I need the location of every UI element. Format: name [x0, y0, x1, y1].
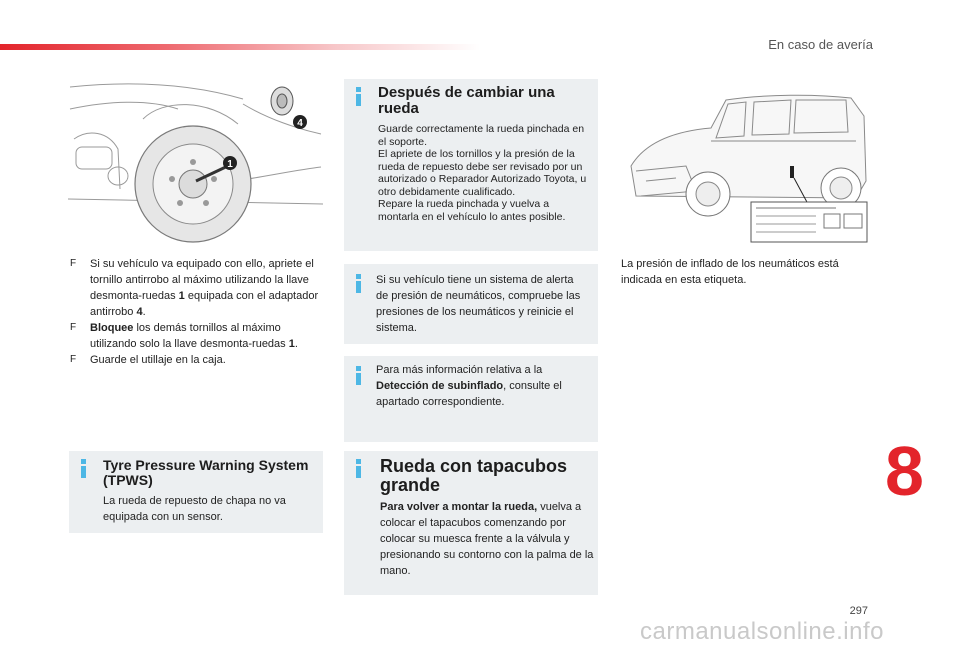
tyre-pressure-label-icon	[751, 202, 867, 242]
anti-theft-adapter-icon	[271, 87, 293, 115]
list-item-bold: Bloquee	[90, 322, 134, 334]
list-item-text: equipada con el adaptador antirrobo	[90, 290, 319, 318]
spare-wheel-icon	[135, 126, 251, 242]
info-icon	[356, 274, 366, 293]
callout-ref: 4	[136, 306, 143, 318]
instruction-list	[70, 256, 325, 368]
after-change-text	[378, 123, 592, 223]
list-item	[70, 256, 325, 320]
list-item	[70, 352, 325, 368]
list-item-text: .	[142, 306, 146, 318]
more-info-text-part: , consulte el apartado correspondiente.	[376, 380, 562, 408]
hubcap-box	[344, 451, 598, 595]
more-info-text	[376, 362, 588, 410]
tpws-title: Tyre Pressure Warning System (TPWS)	[103, 457, 309, 488]
list-item-text: Si su vehículo va equipado con ello, apriete el tornillo antirrobo al máximo utilizando la llave desmonta-ruedas	[90, 258, 314, 302]
bullet-icon: F	[70, 322, 77, 333]
chapter-number: 8	[885, 432, 924, 510]
pressure-alert-text: Si su vehículo tiene un sistema de alerta de presión de neumáticos, compruebe las presiones de los neumáticos y reinicie el sistema.	[376, 274, 581, 334]
hubcap-bold: Para volver a montar la rueda,	[380, 501, 538, 513]
more-info-text-part: Para más información relativa a la	[376, 364, 543, 376]
list-item-text: Guarde el utillaje en la caja.	[90, 354, 226, 366]
after-change-box	[344, 79, 598, 251]
van-caption: La presión de inflado de los neumáticos está indicada en esta etiqueta.	[621, 258, 839, 286]
list-item	[70, 320, 325, 352]
more-info-bold: Detección de subinflado	[376, 380, 504, 392]
pressure-alert-box	[344, 264, 598, 344]
section-title: En caso de avería	[768, 37, 873, 52]
wheel-illustration	[68, 79, 323, 243]
callout-1-label: 1	[227, 159, 233, 170]
after-change-line: Guarde correctamente la rueda pinchada en el soporte.	[378, 123, 585, 148]
hubcap-text	[380, 499, 595, 579]
van-illustration	[616, 86, 871, 246]
info-icon	[356, 366, 366, 385]
info-icon	[81, 459, 91, 478]
callout-ref: 1	[178, 290, 185, 302]
list-item-text: los demás tornillos al máximo utilizando solo la llave desmonta-ruedas	[90, 322, 289, 350]
info-icon	[356, 459, 366, 478]
bullet-icon: F	[70, 258, 77, 269]
tpws-info-box	[69, 451, 323, 533]
info-icon	[356, 87, 366, 106]
bullet-icon: F	[70, 354, 77, 365]
header-accent-bar	[0, 44, 480, 50]
hubcap-title: Rueda con tapacubos grande	[380, 456, 568, 495]
label-location-marker	[790, 166, 794, 178]
callout-ref: 1	[288, 338, 295, 350]
more-info-box	[344, 356, 598, 442]
watermark: carmanualsonline.info	[640, 618, 884, 645]
after-change-line: Repare la rueda pinchada y vuelva a montarla en el vehículo lo antes posible.	[378, 198, 566, 223]
after-change-line: El apriete de los tornillos y la presión de la rueda de repuesto debe ser revisado por un autorizado o Reparador Autorizado Toyota, u otro debidamente cualificado.	[378, 148, 587, 198]
hubcap-text-part: vuelva a colocar el tapacubos comenzando por colocar su muesca frente a la válvula y presionando su contorno con la palma de la mano.	[380, 501, 594, 577]
front-wheel-icon	[686, 172, 730, 216]
page-number: 297	[849, 605, 868, 617]
list-item-text: .	[294, 338, 298, 350]
after-change-title: Después de cambiar una rueda	[378, 84, 555, 117]
tpws-text: La rueda de repuesto de chapa no va equipada con un sensor.	[103, 495, 286, 523]
callout-4-label: 4	[297, 118, 303, 129]
